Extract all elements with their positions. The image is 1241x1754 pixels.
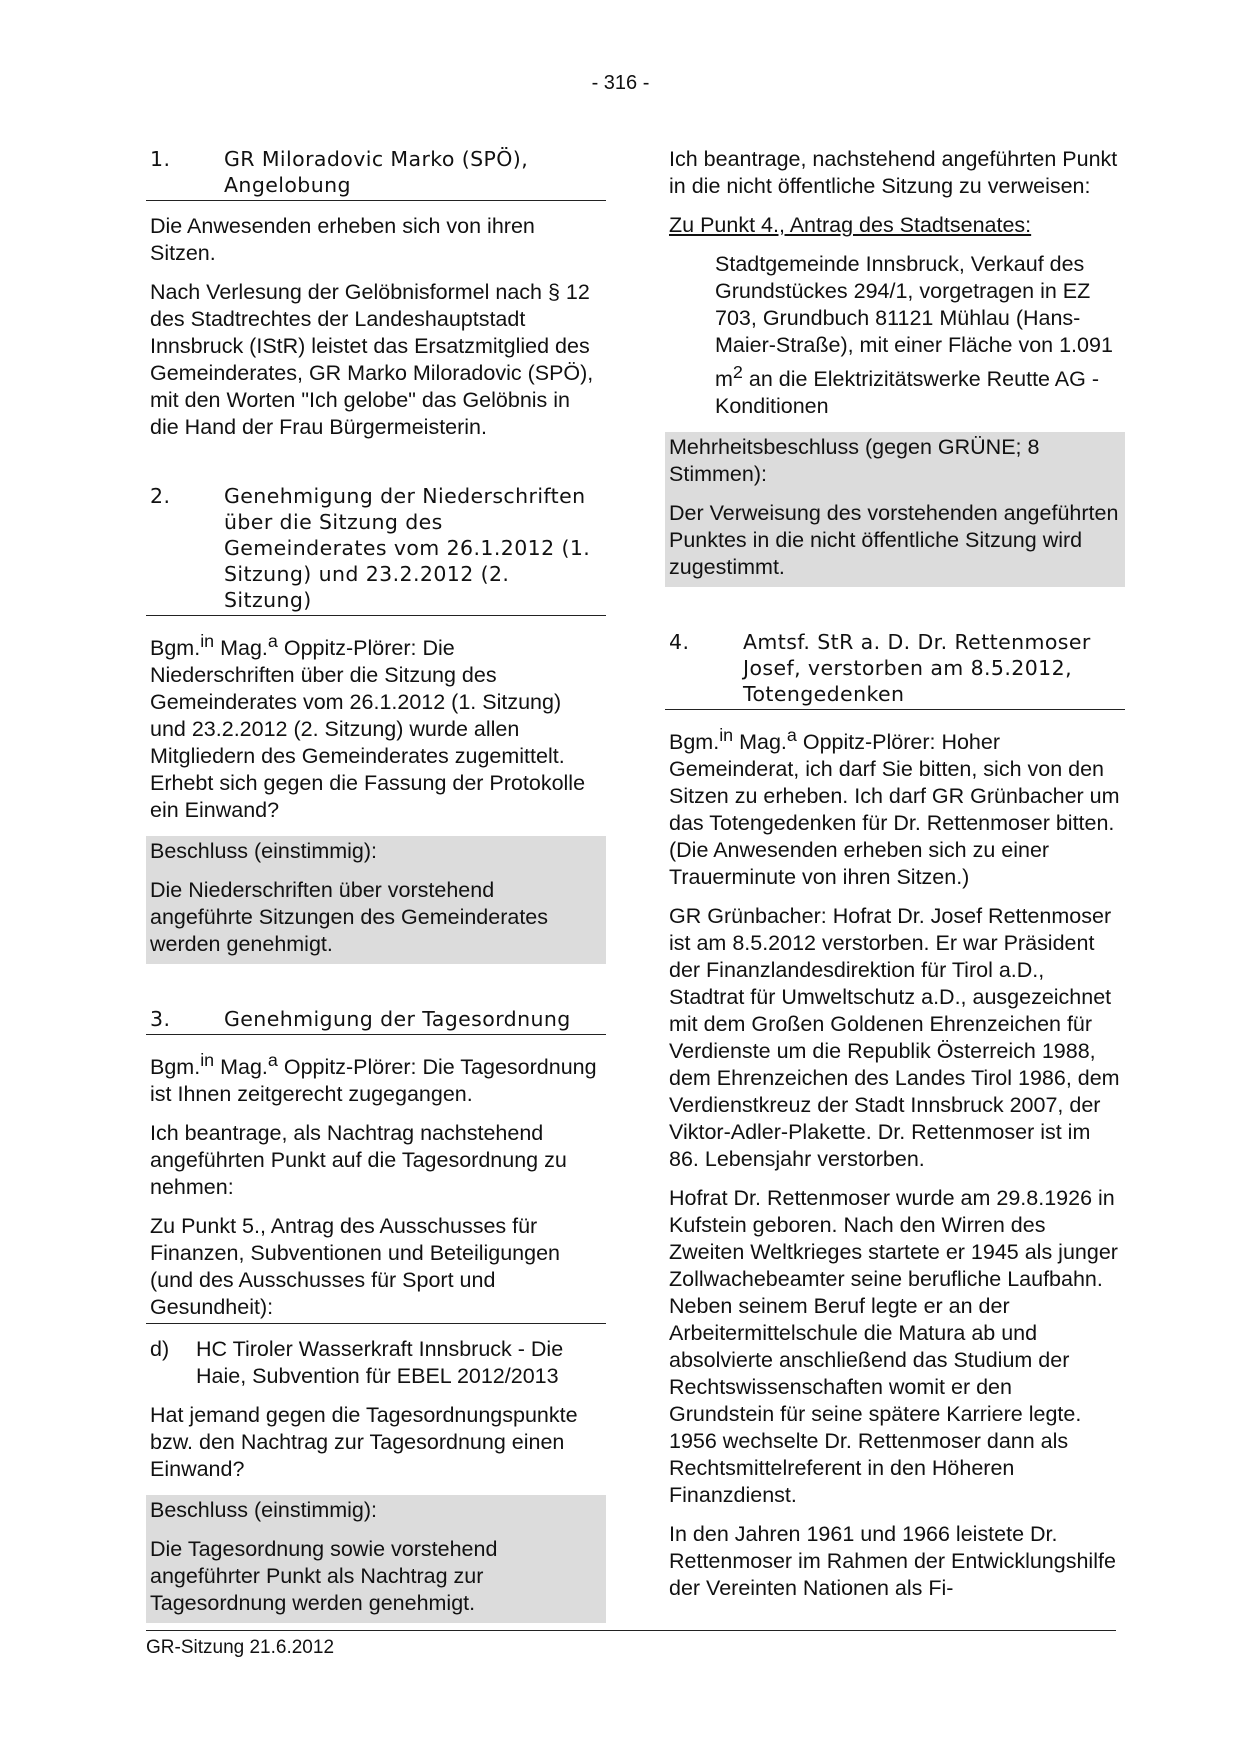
superscript: in [200, 631, 215, 651]
paragraph-text: Hofrat Dr. Josef Rettenmoser ist am 8.5.2012 verstorben. Er war Präsident der Finanzlandesdirektion für Tirol a.D., Stadtrat für Umweltschutz a.D., ausgezeichnet mit dem Großen Goldenen Ehrenzeichen für Verdienste um die Republik Österreich 1988, dem Ehrenzeichen des Landes Tirol 1986, dem Verdienstkreuz der Stadt Innsbruck 2007, der Viktor-Adler-Plakette. Dr. Rettenmoser ist im 86. Lebensjahr verstorben. [669, 904, 1120, 1172]
section-title: GR Miloradovic Marko (SPÖ), Angelobung [224, 147, 529, 197]
paragraph-text: Oppitz-Plörer: Die Niederschriften über die Sitzung des Gemeinderates vom 26.1.2012 (1. Sitzung) und 23.2.2012 (2. Sitzung) wurde allen Mitgliedern des Gemeinderates zugemittelt. Erhebt sich gegen die Fassung der Protokolle ein Einwand? [150, 636, 586, 823]
section-heading-3 [146, 1006, 606, 1035]
paragraph [665, 722, 1125, 891]
paragraph-text: Stadtgemeinde Innsbruck, Verkauf des Grundstückes 294/1, vorgetragen in EZ 703, Grundbuch 81121 Mühlau (Hans-Maier-Straße), mit einer Fläche von 1.091 m [715, 252, 1113, 392]
agenda-item-text: HC Tiroler Wasserkraft Innsbruck - Die Haie, Subvention für EBEL 2012/2013 [196, 1337, 564, 1389]
section-title: Amtsf. StR a. D. Dr. Rettenmoser Josef, verstorben am 8.5.2012, Totengedenken [743, 630, 1091, 707]
resolution-text: Die Tagesordnung sowie vorstehend angeführter Punkt als Nachtrag zur Tagesordnung werden genehmigt. [150, 1537, 498, 1616]
superscript: in [719, 725, 734, 746]
paragraph-text: an die Elektrizitätswerke Reutte AG - Konditionen [715, 367, 1099, 419]
section-number: 4. [669, 630, 690, 655]
page-number: - 316 - [591, 72, 650, 94]
speaker: Mag. [733, 730, 787, 755]
speaker: GR Grünbacher: [669, 904, 827, 929]
section-heading-1 [146, 146, 606, 201]
paragraph-text: Oppitz-Plörer: Die Tagesordnung ist Ihnen zeitgerecht zugegangen. [150, 1055, 597, 1107]
agenda-item [146, 1336, 606, 1390]
resolution-heading: Mehrheitsbeschluss (gegen GRÜNE; 8 Stimmen): [669, 435, 1040, 487]
section-number: 3. [150, 1007, 171, 1032]
paragraph-text: Oppitz-Plörer: Hoher Gemeinderat, ich darf Sie bitten, sich von den Sitzen zu erheben. Ich darf GR Grünbacher um das Totengedenken für Dr. Rettenmoser bitten. (Die Anwesenden erheben sich zu einer Trauerminute von ihren Sitzen.) [669, 730, 1120, 890]
section-number: 1. [150, 147, 171, 171]
resolution-text: Der Verweisung des vorstehenden angeführten Punktes in die nicht öffentliche Sitzung wird zugestimmt. [669, 501, 1119, 580]
section-number: 2. [150, 484, 171, 508]
paragraph: Ich beantrage, nachstehend angeführten Punkt in die nicht öffentliche Sitzung zu verweisen: [669, 147, 1118, 198]
superscript: 2 [732, 362, 743, 382]
left-column [146, 146, 606, 1623]
paragraph: Hofrat Dr. Rettenmoser wurde am 29.8.1926 in Kufstein geboren. Nach den Wirren des Zweiten Weltkrieges startete er 1945 als junger Zollwachebeamter seine berufliche Laufbahn. Neben seinem Beruf legte er an der Arbeitermittelschule die Matura ab und absolvierte anschließend das Studium der Rechtswissenschaften womit er den Grundstein für seine spätere Karriere legte. 1956 wechselte Dr. Rettenmoser dann als Rechtsmittelreferent in den Höheren Finanzdienst. [669, 1186, 1118, 1508]
superscript: a [267, 631, 278, 651]
paragraph: Zu Punkt 4., Antrag des Stadtsenates: [669, 213, 1032, 237]
resolution-heading: Beschluss (einstimmig): [150, 839, 377, 864]
paragraph: In den Jahren 1961 und 1966 leistete Dr. Rettenmoser im Rahmen der Entwicklungshilfe der Vereinten Nationen als Fi- [669, 1522, 1116, 1601]
speaker: Bgm. [669, 730, 720, 755]
speaker: Bgm. [150, 636, 201, 661]
resolution-box [665, 432, 1125, 587]
indented-paragraph [665, 251, 1125, 420]
superscript: in [200, 1050, 215, 1071]
resolution-box [146, 836, 606, 964]
paragraph [146, 628, 606, 824]
superscript: a [267, 1050, 278, 1071]
agenda-item-label: d) [150, 1337, 170, 1362]
section-heading-2 [146, 483, 606, 616]
resolution-box [146, 1495, 606, 1623]
right-column [665, 146, 1125, 1614]
superscript: a [786, 725, 797, 746]
section-title: Genehmigung der Tagesordnung [224, 1007, 571, 1032]
speaker: Mag. [214, 636, 268, 661]
paragraph [146, 1047, 606, 1108]
resolution-text: Die Niederschriften über vorstehend angeführte Sitzungen des Gemeinderates werden genehmigt. [150, 878, 549, 957]
page-footer: GR-Sitzung 21.6.2012 [146, 1630, 1116, 1659]
paragraph: Ich beantrage, als Nachtrag nachstehend angeführten Punkt auf die Tagesordnung zu nehmen: [150, 1121, 567, 1200]
paragraph: Die Anwesenden erheben sich von ihren Sitzen. [150, 214, 535, 265]
section-heading-4 [665, 629, 1125, 710]
resolution-heading: Beschluss (einstimmig): [150, 1498, 377, 1523]
paragraph: Nach Verlesung der Gelöbnisformel nach § 12 des Stadtrechtes der Landeshauptstadt Innsbruck (IStR) leistet das Ersatzmitglied des Gemeinderates, GR Marko Miloradovic (SPÖ), mit den Worten "Ich gelobe" das Gelöbnis in die Hand der Frau Bürgermeisterin. [150, 280, 594, 439]
speaker: Bgm. [150, 1055, 201, 1080]
speaker: Mag. [214, 1055, 268, 1080]
paragraph [665, 903, 1125, 1173]
paragraph: Zu Punkt 5., Antrag des Ausschusses für Finanzen, Subventionen und Beteiligungen (und des Ausschusses für Sport und Gesundheit): [146, 1213, 606, 1324]
section-title: Genehmigung der Niederschriften über die Sitzung des Gemeinderates vom 26.1.2012 (1. Sitzung) und 23.2.2012 (2. Sitzung) [224, 484, 591, 612]
paragraph: Hat jemand gegen die Tagesordnungspunkte bzw. den Nachtrag zur Tagesordnung einen Einwand? [150, 1403, 578, 1482]
